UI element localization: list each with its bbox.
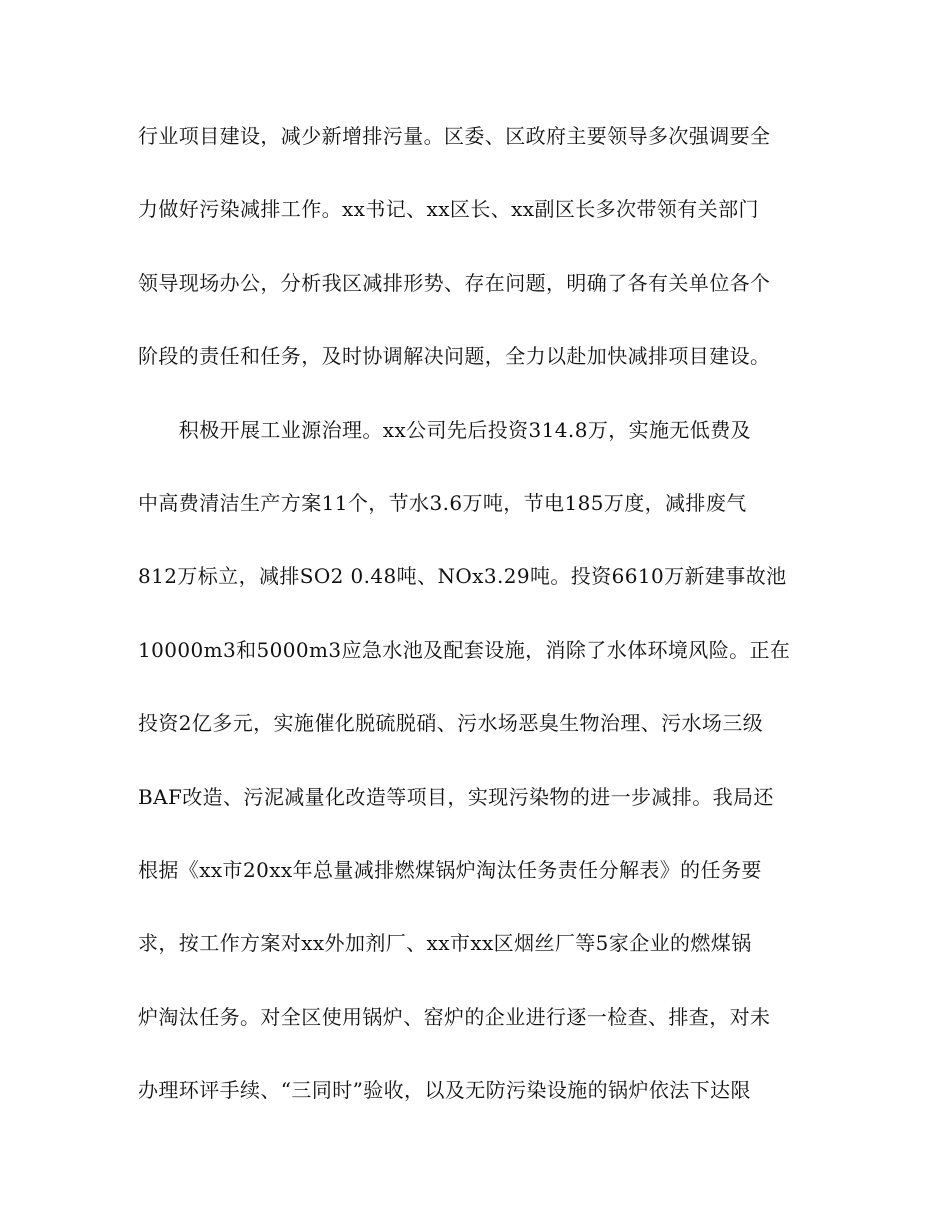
- text-line: 投资2亿多元，实施催化脱硫脱硝、污水场恶臭生物治理、污水场三级: [138, 711, 764, 736]
- text-line: BAF改造、污泥减量化改造等项目，实现污染物的进一步减排。我局还: [138, 784, 774, 809]
- text-line: 根据《xx市20xx年总量减排燃煤锅炉淘汰任务责任分解表》的任务要: [138, 857, 762, 882]
- text-line: 求，按工作方案对xx外加剂厂、xx市xx区烟丝厂等5家企业的燃煤锅: [138, 931, 752, 956]
- text-line: 积极开展工业源治理。xx公司先后投资314.8万，实施无低费及: [138, 417, 752, 442]
- text-line: 领导现场办公，分析我区减排形势、存在问题，明确了各有关单位各个: [138, 270, 771, 295]
- text-line: 行业项目建设，减少新增排污量。区委、区政府主要领导多次强调要全: [138, 124, 771, 148]
- text-line: 力做好污染减排工作。xx书记、xx区长、xx副区长多次带领有关部门: [138, 197, 759, 222]
- text-line: 10000m3和5000m3应急水池及配套设施，消除了水体环境风险。正在: [138, 637, 791, 662]
- text-line: 炉淘汰任务。对全区使用锅炉、窑炉的企业进行逐一检查、排查，对未: [138, 1004, 771, 1029]
- text-line: 办理环评手续、“三同时”验收，以及无防污染设施的锅炉依法下达限: [138, 1078, 751, 1103]
- text-line: 阶段的责任和任务，及时协调解决问题，全力以赴加快减排项目建设。: [138, 344, 771, 369]
- body-text: [138, 124, 828, 1151]
- text-line: 812万标立，减排SO2 0.48吨、NOx3.29吨。投资6610万新建事故池: [138, 564, 787, 589]
- text-line: 中高费清洁生产方案11个，节水3.6万吨，节电185万度，减排废气: [138, 490, 747, 515]
